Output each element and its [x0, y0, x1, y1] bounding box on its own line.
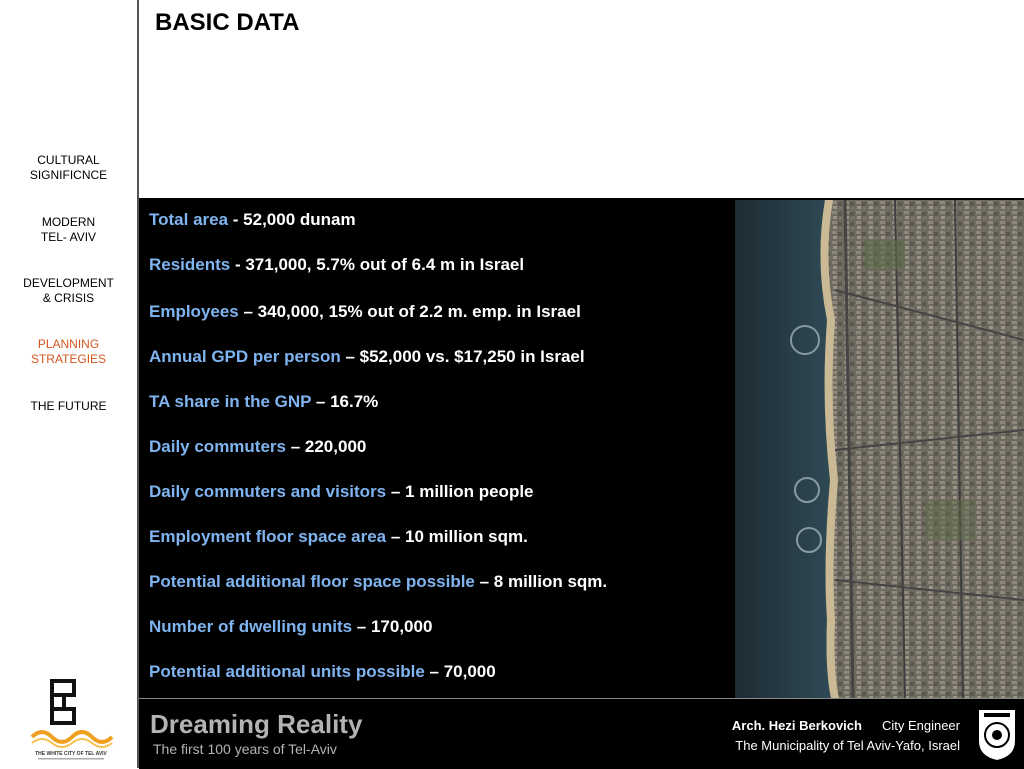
fact-label: Number of dwelling units — [149, 617, 353, 636]
fact-gnp-share — [149, 392, 378, 412]
fact-label: Potential additional units possible — [149, 662, 425, 681]
fact-value: – 70,000 — [424, 662, 496, 681]
fact-additional-units — [149, 662, 496, 682]
fact-total-area — [149, 210, 356, 230]
footer — [139, 698, 1024, 769]
author-name: Arch. Hezi Berkovich — [731, 718, 862, 733]
aerial-photo — [735, 200, 1024, 698]
author-org: The Municipality of Tel Aviv-Yafo, Israel — [735, 738, 960, 753]
footer-author — [732, 716, 960, 756]
fact-value: – 170,000 — [352, 617, 433, 636]
fact-label: Employees — [149, 302, 239, 321]
fact-label: Employment floor space area — [149, 527, 387, 546]
fact-employment-floor-space — [149, 527, 528, 547]
fact-label: Total area — [149, 210, 229, 229]
fact-daily-commuters — [149, 437, 366, 457]
fact-label: Residents — [149, 255, 231, 274]
sidebar-nav — [0, 0, 139, 768]
nav-item-planning-strategies[interactable]: PLANNING STRATEGIES — [30, 337, 107, 366]
fact-value: – 340,000, 15% out of 2.2 m. emp. in Israel — [238, 302, 581, 321]
fact-value: - 371,000, 5.7% out of 6.4 m in Israel — [230, 255, 525, 274]
fact-label: Potential additional floor space possible — [149, 572, 475, 591]
footer-subtitle: The first 100 years of Tel-Aviv — [153, 741, 337, 757]
nav-item-the-future[interactable]: THE FUTURE — [30, 399, 107, 413]
logo-text: THE WHITE CITY OF TEL AVIV — [35, 751, 107, 757]
nav-item-cultural-significance[interactable]: CULTURAL SIGNIFICNCE — [29, 153, 108, 182]
fact-value: – 10 million sqm. — [386, 527, 528, 546]
fact-value: – 16.7% — [311, 392, 379, 411]
fact-label: Daily commuters — [149, 437, 286, 456]
data-panel — [139, 198, 1024, 698]
fact-label: TA share in the GNP — [149, 392, 312, 411]
fact-value: - 52,000 dunam — [228, 210, 356, 229]
author-role: City Engineer — [881, 718, 960, 733]
fact-employees — [149, 302, 581, 322]
fact-label: Daily commuters and visitors — [149, 482, 387, 501]
nav-item-development-crisis[interactable]: DEVELOPMENT & CRISIS — [23, 276, 114, 305]
fact-value: – $52,000 vs. $17,250 in Israel — [340, 347, 585, 366]
page-title: BASIC DATA — [155, 9, 300, 36]
fact-commuters-visitors — [149, 482, 534, 502]
fact-residents — [149, 255, 524, 275]
footer-brand: Dreaming Reality — [150, 709, 363, 739]
fact-value: – 220,000 — [286, 437, 367, 456]
fact-value: – 8 million sqm. — [474, 572, 608, 591]
fact-value: – 1 million people — [386, 482, 534, 501]
fact-additional-floor-space — [149, 572, 607, 592]
fact-label: Annual GPD per person — [149, 347, 341, 366]
fact-dwelling-units — [149, 617, 432, 637]
municipality-emblem-icon — [974, 705, 1020, 763]
fact-annual-gpd — [149, 347, 585, 367]
white-city-logo — [28, 675, 114, 763]
nav-item-modern-tel-aviv[interactable]: MODERN TEL- AVIV — [40, 215, 97, 244]
